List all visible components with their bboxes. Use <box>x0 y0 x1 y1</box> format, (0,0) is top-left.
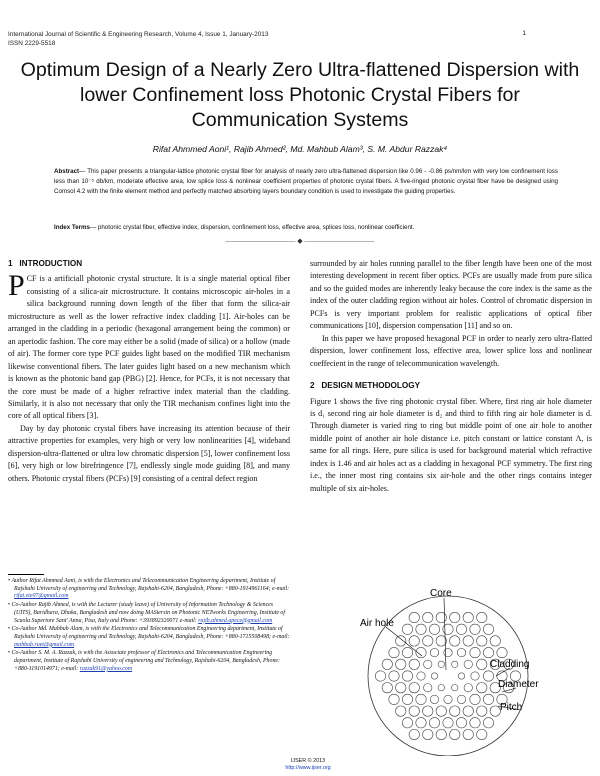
air-hole <box>477 612 487 622</box>
air-hole <box>444 695 452 703</box>
label-core: Core <box>430 588 452 599</box>
air-hole <box>450 729 460 739</box>
air-hole <box>409 636 419 646</box>
air-hole <box>452 684 458 690</box>
air-hole <box>456 718 466 728</box>
footnotes <box>8 578 290 674</box>
air-hole <box>477 659 487 669</box>
index-terms-text: — photonic crystal fiber, effective index, dispersion, confinement loss, effective area, splices loss, nonlinear coefficient. <box>90 224 415 231</box>
air-hole <box>424 683 432 691</box>
air-hole <box>463 729 473 739</box>
air-hole <box>450 706 460 716</box>
separator: —————————— ◆ —————————— <box>225 237 375 245</box>
air-hole <box>438 661 444 667</box>
air-hole <box>402 624 412 634</box>
air-hole <box>409 682 419 692</box>
air-hole <box>402 671 412 681</box>
air-hole <box>483 647 493 657</box>
air-hole <box>402 647 412 657</box>
air-hole <box>457 648 465 656</box>
footnote-rule <box>8 574 44 575</box>
intro-paragraph-1: PCF is a artificiall photonic crystal structure. It is a single material optical fiber consisting of a silica-air microstructure. It contains microscopic air-holes in a silica background running down length of the fiber that form the silica-air microstructure as well as the lower refractive index cladding [1]. Air-holes can be arranged in the cladding in a periodic (hexagonal arrangement being the common) or an aperiodic fashion. The core may either be a solid (made of silica) or a hollow (made of air). The former core type PCF guides light based on the modified TIR mechanism likewise conventional fibers. The later guides light based on a new mechanism which is known as the photonic band gap (PBG) [2]. Hence, for PCFs, it is not necessary that the core must be made of a higher refractive index material than the cladding. Similarly, it is also not necessary that only the TIR mechanism confines light into the core of all optical fibers [3]. <box>8 269 290 421</box>
left-column <box>8 258 290 485</box>
index-terms <box>54 223 558 232</box>
copyright: IJSER © 2013 <box>290 758 326 764</box>
air-hole <box>431 673 437 679</box>
intro-paragraph-4: In this paper we have proposed hexagonal PCF in order to nearly zero ultra-flatted dispersion, lower confinement loss, effective area, lower splice loss and nonlinear coeffecient in the range of telecommunication wavelength. <box>310 333 592 368</box>
air-hole <box>396 636 406 646</box>
paper-title: Optimum Design of a Nearly Zero Ultra-flattened Dispersion with lower Confinement loss Photonic Crystal Fibers for Communication Systems <box>20 59 580 131</box>
air-hole <box>423 636 433 646</box>
label-cladding: Cladding <box>490 659 530 670</box>
issn: ISSN 2229-5518 <box>8 40 56 47</box>
air-hole <box>409 729 419 739</box>
air-hole <box>423 729 433 739</box>
air-hole <box>429 624 439 634</box>
air-hole <box>463 706 473 716</box>
air-hole <box>430 648 438 656</box>
right-column <box>310 258 592 495</box>
air-hole <box>402 694 412 704</box>
email-link[interactable]: rifat.ete07@gmail.com <box>14 593 69 600</box>
section-2-heading: 2 DESIGN METHODOLOGY <box>310 381 421 391</box>
page-footer <box>268 758 348 772</box>
email-link[interactable]: razzak91@yahoo.com <box>79 665 133 672</box>
air-hole <box>416 624 426 634</box>
air-hole <box>470 647 480 657</box>
air-hole <box>416 718 426 728</box>
pcf-cross-section-figure <box>360 580 540 756</box>
air-hole <box>444 648 452 656</box>
air-hole <box>452 661 458 667</box>
air-hole <box>423 612 433 622</box>
footnote: • Co-Author Md. Mahbub Alam, is with the Electronics and Telecommunication Engineering department, Institute of Rajshahi University of engineering and Technology, Rajshahi-6204, Bangladesh, Phone: +880-1715508498; e-mail: mahbub.ruet@gmail.com <box>8 626 290 648</box>
air-hole <box>443 718 453 728</box>
intro-paragraph-2: Day by day photonic crystal fibers have increasing its attention because of their attractive properties for examples, very high or very low nonlinearities [4], wideband dispersion-ultra-flattened or ultra low chromatic dispersion [5], lower confinement loss [6], very high or low birefringence [7], endlessly single mode guiding [8], and many others. Photonic crystal fibers (PCFs) [9] consisting of a central defect region <box>8 423 290 483</box>
air-hole <box>470 718 480 728</box>
air-hole <box>389 694 399 704</box>
air-hole <box>483 694 493 704</box>
air-hole <box>477 706 487 716</box>
air-hole <box>396 659 406 669</box>
air-hole <box>458 673 464 679</box>
air-hole <box>450 636 460 646</box>
air-hole <box>471 672 479 680</box>
intro-paragraph-3: surrounded by air holes running parallel to the fiber length have been one of the most interesting development in recent fiber optics. PCFs are usually made from pure silica and so the guided modes are inherently leaky because the core index is the same as the index of the outer cladding region without air holes. Control of chromatic dispersion in PCFs is very important problem for realistic applications of optical fiber communications [10], dispersion compensation [11] and so on. <box>310 259 592 331</box>
air-hole <box>490 636 500 646</box>
air-hole <box>477 636 487 646</box>
air-hole <box>490 706 500 716</box>
air-hole <box>416 694 426 704</box>
drop-cap: P <box>8 269 25 303</box>
air-hole <box>477 729 487 739</box>
label-diameter: Diameter <box>498 679 539 690</box>
air-hole-lattice <box>375 612 523 739</box>
label-pitch: Pitch <box>500 702 523 713</box>
air-hole <box>382 659 392 669</box>
journal-name: International Journal of Scientific & Engineering Research, Volume 4, Issue 1, January-2013 <box>8 31 269 38</box>
air-hole <box>402 718 412 728</box>
air-hole <box>424 660 432 668</box>
air-hole <box>483 671 493 681</box>
air-hole <box>389 671 399 681</box>
air-hole <box>436 729 446 739</box>
air-hole <box>464 660 472 668</box>
air-hole <box>417 672 425 680</box>
air-hole <box>497 647 507 657</box>
air-hole <box>436 706 446 716</box>
air-hole <box>457 695 465 703</box>
footnote: • Co-Author Rajib Ahmed, is with the Lecturer (study leave) of University of Information Technology & Sciences (UITS), Baridhara, Dhaka, Bangladesh and now doing MAStersin on Photonic NETworks Engineering, Institute of Scuola Superiore Sant' Anna, Pisa, Italy and Phone: +393892320071 e-mail: rajib.ahmed.apece@gmail.com <box>8 602 286 624</box>
page-number: 1 <box>522 30 526 37</box>
index-terms-label: Index Terms <box>54 224 90 231</box>
air-hole <box>396 706 406 716</box>
footnote: • Author Rifat Ahmmed Aoni, is with the Electronics and Telecommunication Engineering department, Institute of Rajshahi University of engineering and Technology, Rajshahi-6204, Bangladesh, Phone: +880-1914961164; e-mail: rifat.ete07@gmail.com <box>8 578 290 600</box>
air-hole <box>483 718 493 728</box>
abstract-text: — This paper presents a triangular-lattice photonic crystal fiber for analysis of nearly zero ultra-flattened dispersion like 0.96 - -0.86 ps/nm/km with very low confinement loss less than 10⁻⁵ db/km, moderate effective area, low splice loss & nonlinear coefficient properties of photonic crystal fibers. A five-ringed photonic crystal fiber have be designed using Comsol 4.2 with the finite element method and perfectly matched absorbing layers boundary condition is used to investigate the guiding properties. <box>54 168 558 196</box>
journal-url[interactable]: http://www.ijser.org <box>285 765 331 771</box>
air-hole <box>483 624 493 634</box>
air-hole <box>389 647 399 657</box>
abstract-label: Abstract <box>54 168 80 175</box>
air-hole <box>456 624 466 634</box>
air-hole <box>464 683 472 691</box>
design-paragraph-1: Figure 1 shows the five ring photonic crystal fiber. Where, first ring air hole diameter is d₁ second ring air hole diameter is d₂ and third to fifth ring air hole diameter is d. Through diameter is varied ring to ring but middle point of one air hole to another middle point of another air hole distance i.e. pitch constant or lattice constant Λ, is same for all rings. Here, pure silica is used for background material which refractive index is 1.46 and air holes act as a cladding in hexagonal PCF symmetry. The first ring i.e., the inner most ring contains six air-hole and the other rings contains integer multiple of six air-holes. <box>310 396 592 493</box>
air-hole <box>477 682 487 692</box>
label-air-hole: Air hole <box>360 618 394 629</box>
footnote: • Co-Author S. M. A. Razzak, is with the Associate professor of Electronics and Telecommunication Engineering department, Institute of Rajshahi University of engineering and Technology, Rajshahi-6204, Bangladesh, Phone: +880-1191014971; e-mail: razzak91@yahoo.com <box>8 650 280 672</box>
air-hole <box>438 684 444 690</box>
air-hole <box>443 624 453 634</box>
air-hole <box>396 682 406 692</box>
section-1-heading: 1 INTRODUCTION <box>8 259 83 268</box>
air-hole <box>409 706 419 716</box>
air-hole <box>450 612 460 622</box>
air-hole <box>423 706 433 716</box>
air-hole <box>375 671 385 681</box>
air-hole <box>429 718 439 728</box>
email-link[interactable]: rajib.ahmed.apece@gmail.com <box>198 617 273 624</box>
air-hole <box>470 624 480 634</box>
air-hole <box>409 659 419 669</box>
email-link[interactable]: mahbub.ruet@gmail.com <box>14 641 75 648</box>
air-hole <box>463 612 473 622</box>
authors: Rifat Ahmmed Aoni¹, Rajib Ahmed², Md. Mahbub Alam³, S. M. Abdur Razzak⁴ <box>152 144 448 154</box>
running-header <box>8 30 268 48</box>
air-hole <box>463 636 473 646</box>
air-hole <box>409 612 419 622</box>
abstract <box>54 167 558 198</box>
air-hole <box>430 695 438 703</box>
air-hole <box>470 694 480 704</box>
air-hole <box>382 682 392 692</box>
